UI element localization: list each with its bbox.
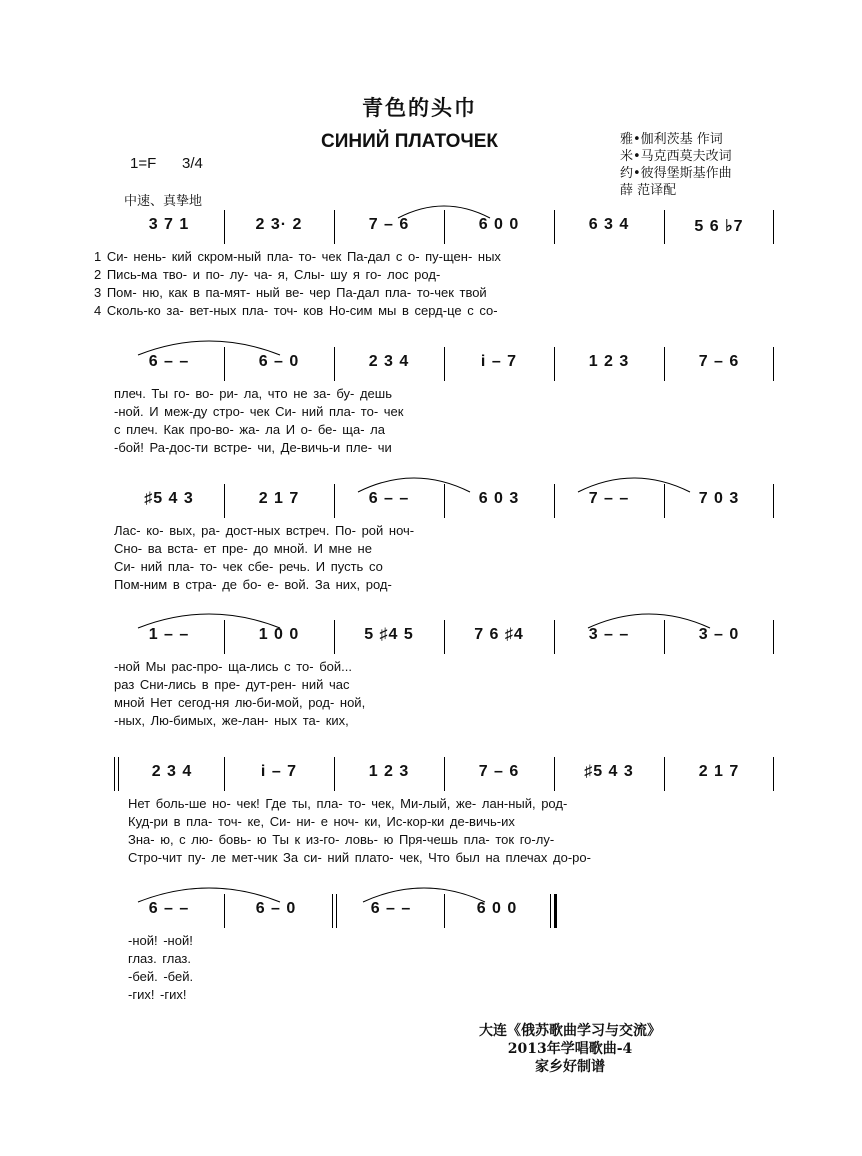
- credit-lyricist: 雅•伽利茨基 作词: [620, 132, 723, 147]
- measure: 6 3 4: [588, 216, 630, 233]
- lyrics-block: [128, 932, 788, 1004]
- measure: 6 0 3: [478, 490, 520, 507]
- score-system-4: [114, 620, 774, 730]
- score-system-6: [114, 894, 774, 1004]
- lyric-verse-1: -ной Мы рас-про- ща-лись с то- бой...: [114, 659, 352, 674]
- measure: i – 7: [260, 763, 298, 780]
- measure: ♯5 4 3: [144, 490, 194, 507]
- lyric-verse-2: раз Сни-лись в пре- дут-рен- ний час: [114, 677, 350, 692]
- credit-lyric-reviser: 米•马克西莫夫改词: [620, 149, 732, 164]
- measure: 7 – 6: [368, 216, 410, 233]
- measure: 3 – –: [588, 626, 630, 643]
- measure: 2 3 4: [368, 353, 410, 370]
- repeat-start-barline: [118, 757, 119, 791]
- measure: 6 0 0: [476, 900, 518, 917]
- title-chinese: 青色的头巾: [362, 95, 477, 120]
- lyric-verse-1: 1 Си- нень- кий скром-ный пла- то- чек Па-дал с о- пу-щен- ных: [94, 249, 501, 264]
- measure: 7 – 6: [698, 353, 740, 370]
- measure: 5 6 ♭7: [694, 218, 744, 235]
- measure: 6 – –: [148, 900, 190, 917]
- score-system-2: [114, 347, 774, 457]
- measure: 2 1 7: [258, 490, 300, 507]
- lyric-verse-4: 4 Сколь-ко за- вет-ных пла- точ- ков Но-сим мы в серд-це с со-: [94, 303, 498, 318]
- credits-block: [620, 131, 732, 199]
- lyric-verse-2: Сно- ва вста- ет пре- до мной. И мне не: [114, 541, 372, 556]
- lyric-verse-1: Лас- ко- вых, ра- дост-ных встреч. По- рой ноч-: [114, 523, 415, 538]
- final-barline: [550, 894, 551, 928]
- measure: 7 6 ♯4: [474, 626, 524, 643]
- repeat-start-barline: [114, 757, 115, 791]
- lyrics-block: [114, 522, 774, 594]
- measure: 6 – –: [368, 490, 410, 507]
- footer-credits: [440, 1022, 700, 1076]
- measure: 1 2 3: [368, 763, 410, 780]
- key-signature: 1=F: [130, 155, 157, 172]
- score-system-5: [114, 757, 774, 867]
- lyric-verse-2: Куд-ри в пла- точ- ке, Си- ни- е ноч- ки, Ис-кор-ки де-вичь-их: [128, 814, 515, 829]
- lyrics-block: [114, 658, 774, 730]
- measure: 1 – –: [148, 626, 190, 643]
- lyrics-block: [114, 385, 774, 457]
- lyric-verse-2: 2 Пись-ма тво- и по- лу- ча- я, Слы- шу я го- лос род-: [94, 267, 441, 282]
- measure: 6 – –: [148, 353, 190, 370]
- repeat-end-barline: [336, 894, 337, 928]
- lyric-verse-2: -ной. И меж-ду стро- чек Си- ний пла- то- чек: [114, 404, 404, 419]
- lyric-verse-2: глаз. глаз.: [128, 951, 192, 966]
- lyric-verse-4: -ных, Лю-бимых, же-лан- ных та- ких,: [114, 713, 349, 728]
- measure: 2 3 4: [151, 763, 193, 780]
- measure: 6 – –: [370, 900, 412, 917]
- repeat-end-barline: [332, 894, 333, 928]
- measure: 3 – 0: [698, 626, 740, 643]
- lyric-verse-3: с плеч. Как про-во- жа- ла И о- бе- ща- ла: [114, 422, 385, 437]
- measure: 6 – 0: [258, 353, 300, 370]
- measure: 6 – 0: [255, 900, 297, 917]
- measure: 5 ♯4 5: [364, 626, 414, 643]
- measure: 2 3· 2: [255, 216, 303, 233]
- measure: i – 7: [480, 353, 518, 370]
- measure: 1 2 3: [588, 353, 630, 370]
- measure: 1 0 0: [258, 626, 300, 643]
- title-russian: СИНИЙ ПЛАТОЧЕК: [321, 131, 498, 152]
- measure: 6 0 0: [478, 216, 520, 233]
- footer-line-year: 2013年学唱歌曲-4: [507, 1041, 633, 1057]
- measure: 7 – 6: [478, 763, 520, 780]
- lyric-verse-4: -бой! Ра-дос-ти встре- чи, Де-вичь-и пле- чи: [114, 440, 392, 455]
- measure: 3 7 1: [148, 216, 190, 233]
- lyrics-block: [94, 248, 754, 320]
- lyric-verse-1: Нет боль-ше но- чек! Где ты, пла- то- чек, Ми-лый, же- лан-ный, род-: [128, 796, 568, 811]
- lyric-verse-3: мной Нет сегод-ня лю-би-мой, род- ной,: [114, 695, 366, 710]
- measure: 7 – –: [588, 490, 630, 507]
- credit-composer: 约•彼得堡斯基作曲: [620, 166, 732, 181]
- measure: 2 1 7: [698, 763, 740, 780]
- measure: 7 0 3: [698, 490, 740, 507]
- measure: ♯5 4 3: [584, 763, 634, 780]
- credit-translator: 薛 范译配: [620, 183, 677, 198]
- lyric-verse-4: Пом-ним в стра- де бо- е- вой. За них, род-: [114, 577, 392, 592]
- lyrics-block: [128, 795, 788, 867]
- lyric-verse-1: -ной! -ной!: [128, 933, 193, 948]
- tempo-marking: 中速、真挚地: [124, 194, 203, 209]
- lyric-verse-3: Зна- ю, с лю- бовь- ю Ты к из-го- ловь- ю Пря-чешь пла- ток го-лу-: [128, 832, 555, 847]
- footer-line-maker: 家乡好制谱: [535, 1059, 605, 1075]
- lyric-verse-4: -гих! -гих!: [128, 987, 187, 1002]
- final-barline: [554, 894, 557, 928]
- time-signature: 3/4: [182, 155, 203, 172]
- score-system-1: [94, 210, 774, 320]
- lyric-verse-3: 3 Пом- ню, как в па-мят- ный ве- чер Па-дал пла- то-чек твой: [94, 285, 487, 300]
- lyric-verse-3: Си- ний пла- то- чек сбе- речь. И пусть со: [114, 559, 383, 574]
- lyric-verse-3: -бей. -бей.: [128, 969, 194, 984]
- lyric-verse-1: плеч. Ты го- во- ри- ла, что не за- бу- дешь: [114, 386, 392, 401]
- score-system-3: [114, 484, 774, 594]
- footer-line-source: 大连《俄苏歌曲学习与交流》: [479, 1023, 661, 1039]
- lyric-verse-4: Стро-чит пу- ле мет-чик За си- ний плато- чек, Что был на плечах до-ро-: [128, 850, 591, 865]
